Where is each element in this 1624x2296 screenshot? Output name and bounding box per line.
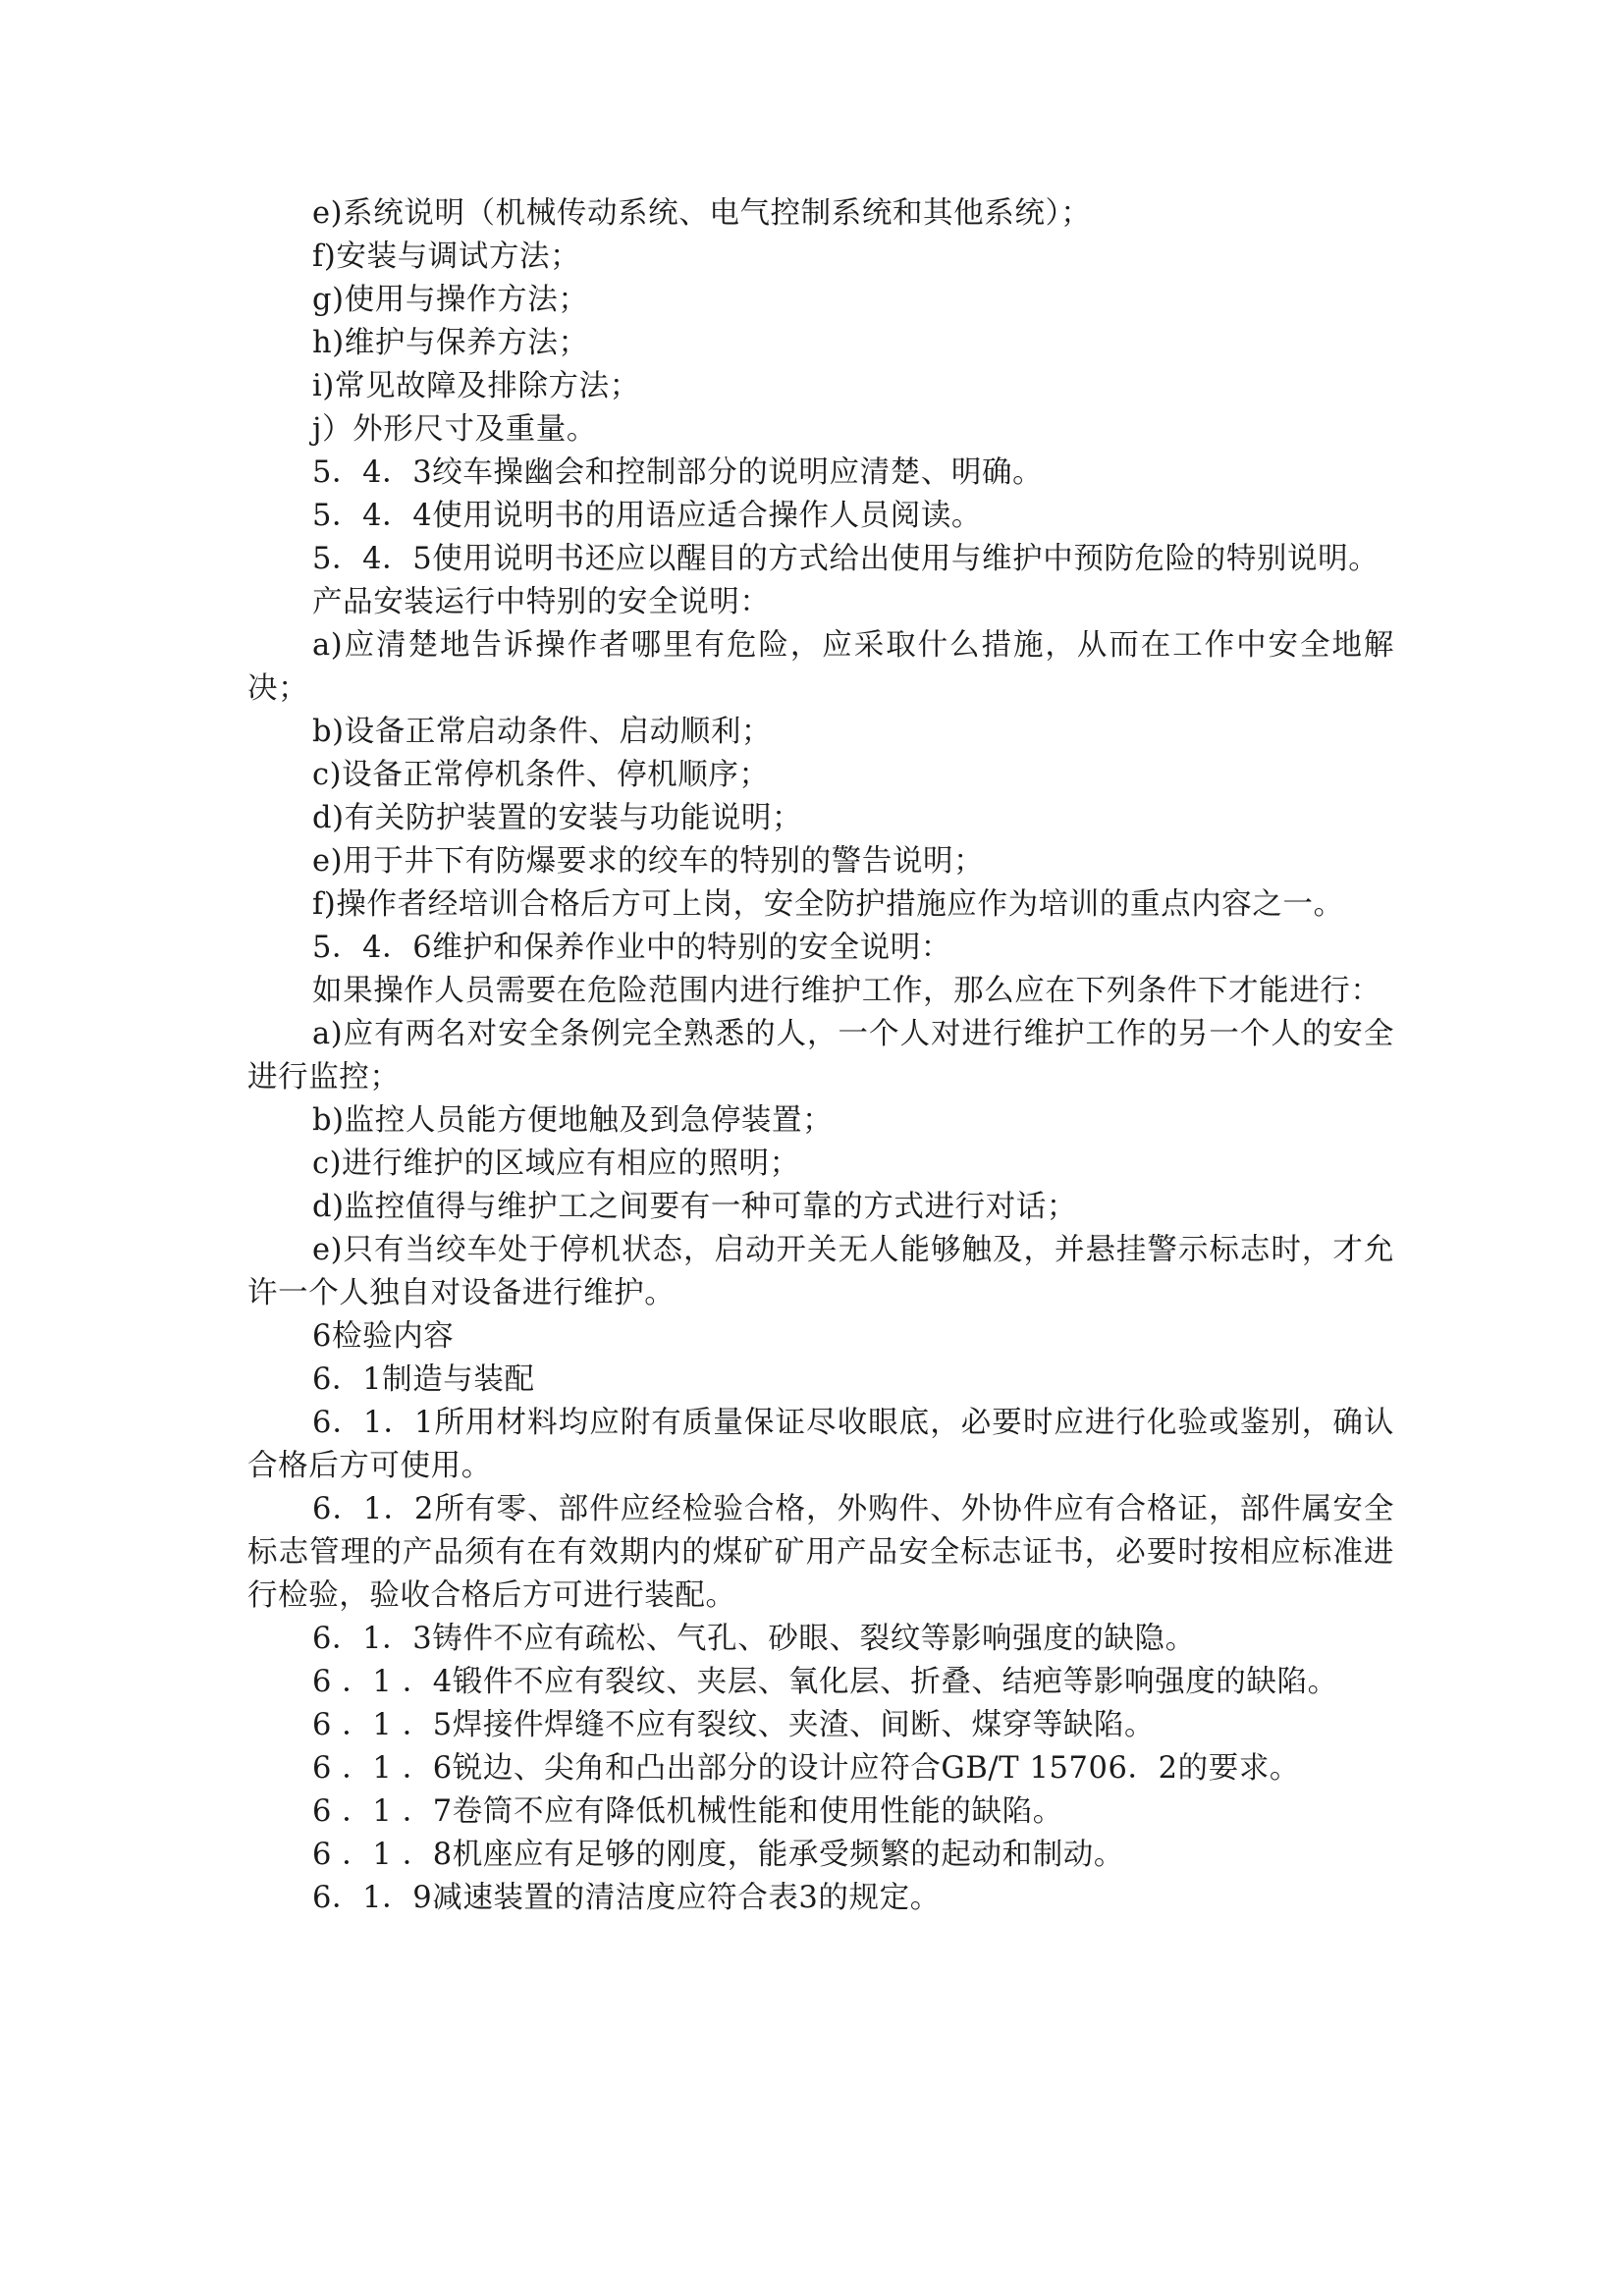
section-heading: 5．4．3绞车操幽会和控制部分的说明应清楚、明确。 (312, 455, 1044, 490)
section-heading: 5．4．4使用说明书的用语应适合操作人员阅读。 (312, 499, 983, 533)
paragraph: i)常见故障及排除方法； (312, 369, 640, 403)
section-heading: 6 ．1 ．7卷筒不应有降低机械性能和使用性能的缺陷。 (312, 1794, 1063, 1829)
paragraph: h)维护与保养方法； (312, 326, 589, 360)
section-heading: 6 ．1 ．5焊接件焊缝不应有裂纹、夹渣、间断、煤穿等缺陷。 (312, 1708, 1156, 1742)
paragraph: b)设备正常启动条件、启动顺利； (312, 715, 773, 749)
section-heading: 6．1．2所有零、部件应经检验合格，外购件、外协件应有合格证，部件属安全标志管理的产品须有在有效期内的煤矿矿用产品安全标志证书，必要时按相应标准进行检验，验收合格后方可进行装配。 (247, 1492, 1394, 1613)
paragraph: e)只有当绞车处于停机状态，启动开关无人能够触及，并悬挂警示标志时，才允许一个人独自对设备进行维护。 (247, 1233, 1394, 1310)
paragraph: e)系统说明（机械传动系统、电气控制系统和其他系统）； (312, 196, 1092, 231)
document-page (247, 192, 1394, 1920)
section-heading: 6．1制造与装配 (312, 1362, 535, 1397)
paragraph: b)监控人员能方便地触及到急停装置； (312, 1103, 834, 1138)
paragraph: f)安装与调试方法； (312, 240, 581, 274)
paragraph: d)监控值得与维护工之间要有一种可靠的方式进行对话； (312, 1190, 1078, 1224)
paragraph: c)设备正常停机条件、停机顺序； (312, 758, 770, 792)
paragraph: a)应有两名对安全条例完全熟悉的人，一个人对进行维护工作的另一个人的安全进行监控； (247, 1017, 1394, 1095)
paragraph: 产品安装运行中特别的安全说明： (312, 585, 771, 619)
section-heading: 6 ．1 ．6锐边、尖角和凸出部分的设计应符合GB/T 15706．2的要求。 (312, 1751, 1301, 1786)
paragraph: g)使用与操作方法； (312, 283, 589, 317)
paragraph: e)用于井下有防爆要求的绞车的特别的警告说明； (312, 844, 985, 879)
section-heading: 6 ．1 ．4锻件不应有裂纹、夹层、氧化层、折叠、结疤等影响强度的缺陷。 (312, 1665, 1338, 1699)
paragraph: c)进行维护的区域应有相应的照明； (312, 1147, 800, 1181)
paragraph: f)操作者经培训合格后方可上岗，安全防护措施应作为培训的重点内容之一。 (312, 887, 1344, 922)
section-heading: 6检验内容 (312, 1319, 455, 1354)
section-heading: 6 ．1 ．8机座应有足够的刚度，能承受频繁的起动和制动。 (312, 1838, 1125, 1872)
section-heading: 6．1．1所用材料均应附有质量保证尽收眼底，必要时应进行化验或鉴别，确认合格后方可使用。 (247, 1406, 1394, 1483)
paragraph: d)有关防护装置的安装与功能说明； (312, 801, 803, 835)
section-heading: 6．1．3铸件不应有疏松、气孔、砂眼、裂纹等影响强度的缺隐。 (312, 1622, 1196, 1656)
section-heading: 6．1．9减速装置的清洁度应符合表3的规定。 (312, 1881, 941, 1915)
section-heading: 5．4．5使用说明书还应以醒目的方式给出使用与维护中预防危险的特别说明。 (312, 542, 1380, 576)
section-heading: 5．4．6维护和保养作业中的特别的安全说明： (312, 931, 951, 965)
paragraph: 如果操作人员需要在危险范围内进行维护工作，那么应在下列条件下才能进行： (312, 974, 1381, 1008)
paragraph: a)应清楚地告诉操作者哪里有危险，应采取什么措施，从而在工作中安全地解决； (247, 628, 1394, 706)
paragraph: j）外形尺寸及重量。 (312, 412, 597, 447)
